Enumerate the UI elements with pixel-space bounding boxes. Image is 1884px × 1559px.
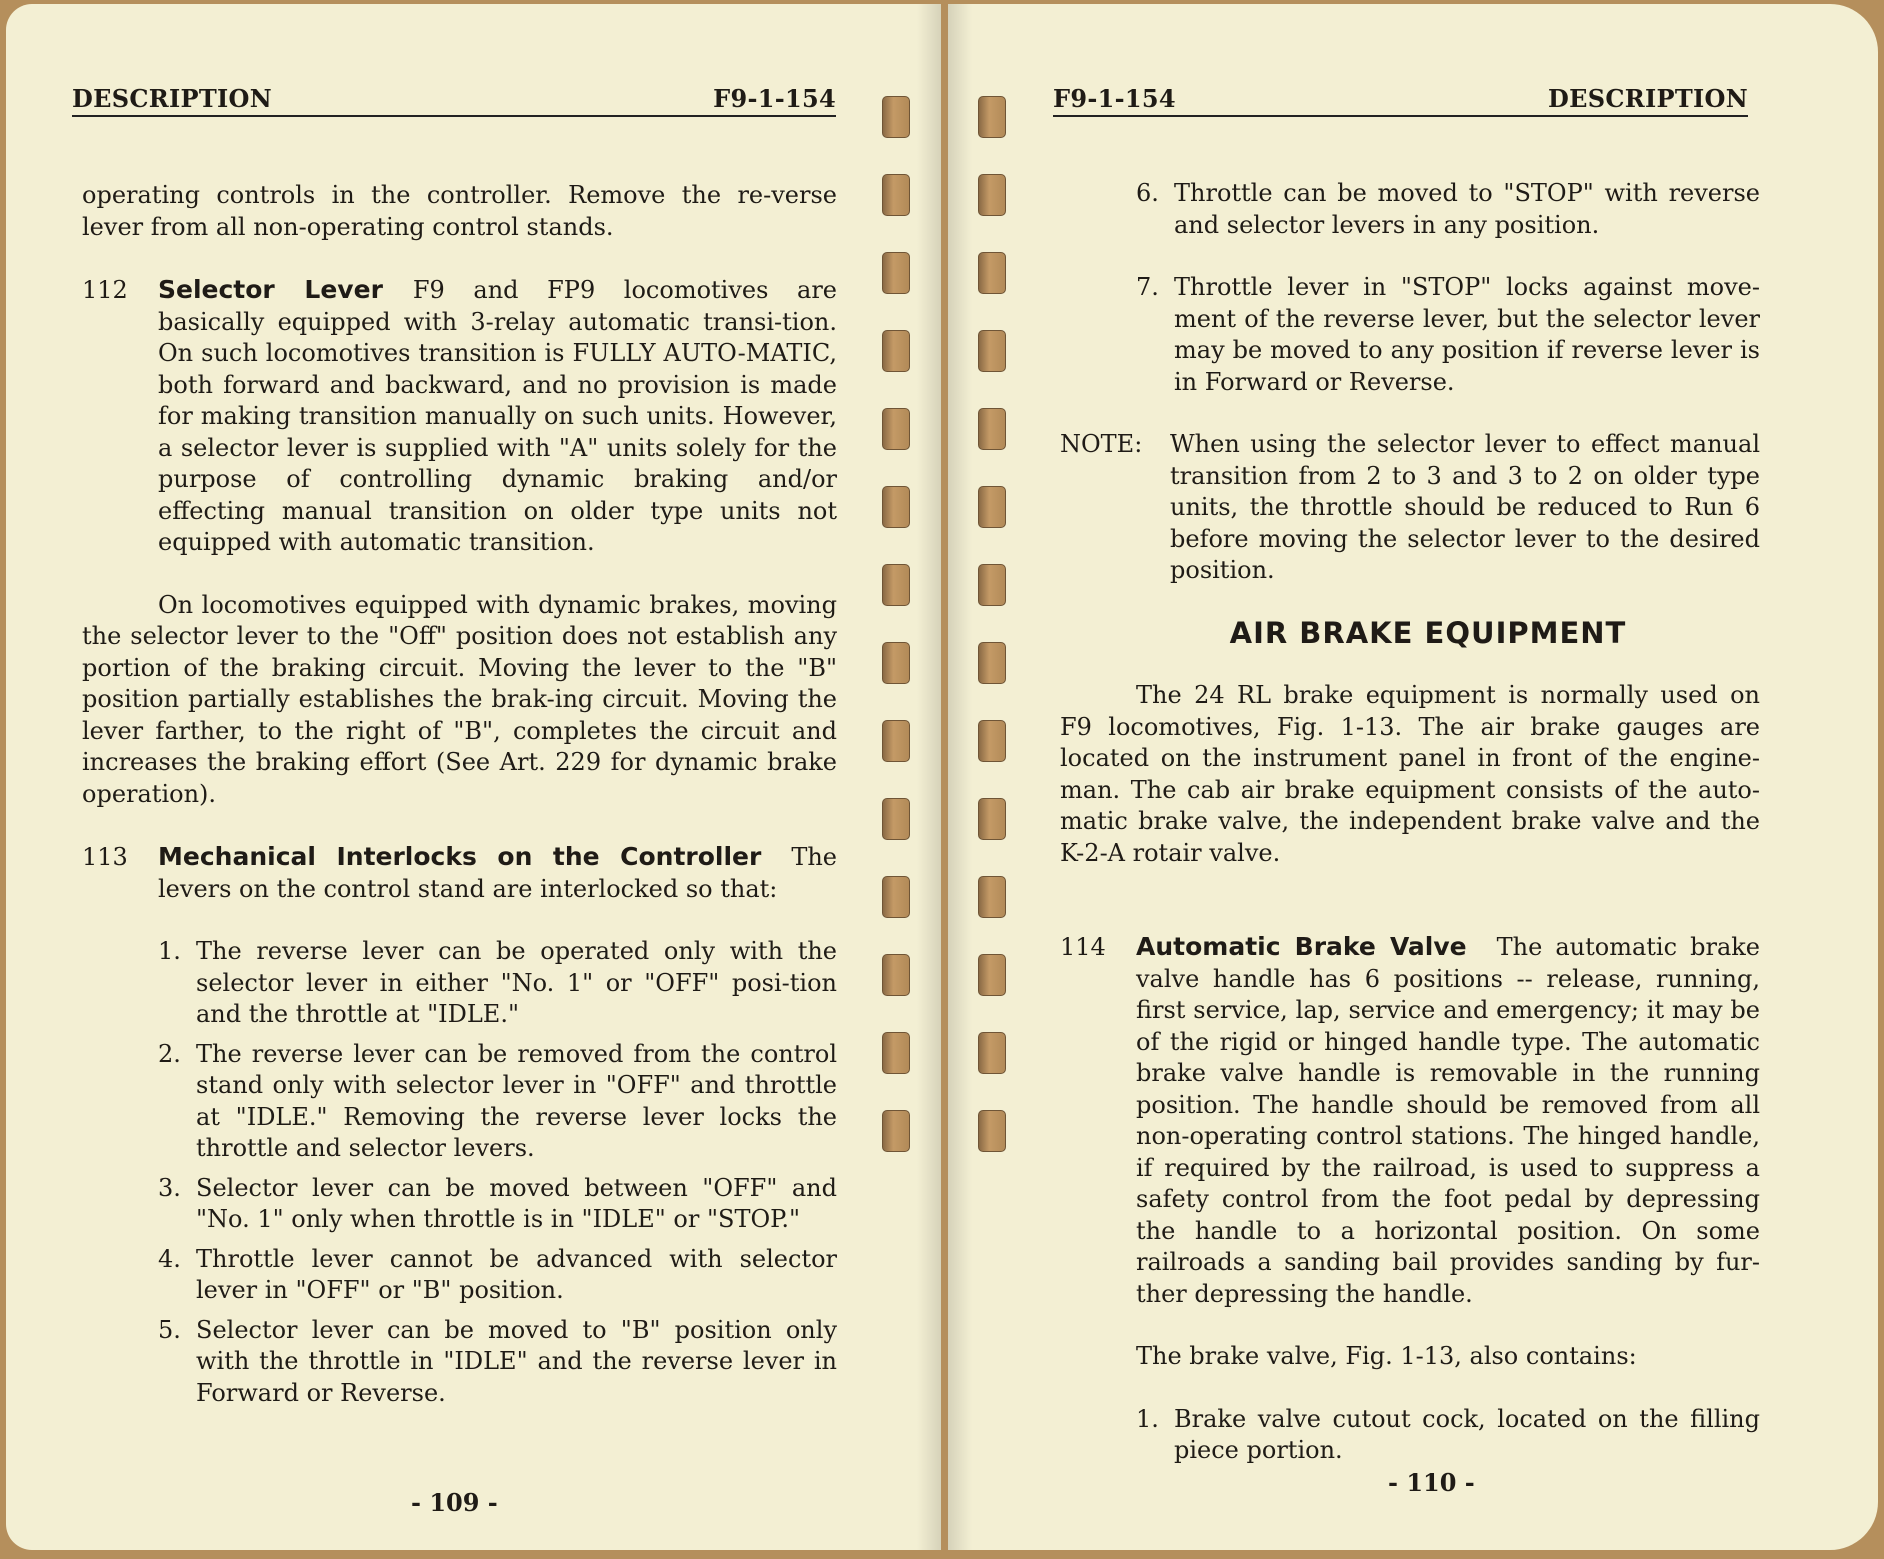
section-113 bbox=[82, 841, 837, 905]
binding-hole bbox=[882, 1032, 910, 1074]
note-text: When using the selector lever to effect manual transition from 2 to 3 and 3 to 2 on older type units, the throttle should be reduced to Run 6 before moving the selector lever to the desired position. bbox=[1170, 430, 1760, 584]
list-item-text: The reverse lever can be operated only with the selector lever in either "No. 1" or "OFF" posi-tion and the throttle at "IDLE." bbox=[196, 937, 837, 1028]
binding-hole bbox=[882, 330, 910, 372]
binding-hole bbox=[978, 252, 1006, 294]
page-number: - 110 - bbox=[1388, 1468, 1475, 1497]
section-text: F9 and FP9 locomotives are basically equipped with 3-relay automatic transi-tion. On such locomotives transition is FULLY AUTO-MATIC, both forward and backward, and no provision is made for making transition manually on such units. However, a selector lever is supplied with "A" units solely for the purpose of controlling dynamic braking and/or effecting manual transition on older type units not equipped with automatic transition. bbox=[158, 276, 837, 556]
section-title: Mechanical Interlocks on the Controller bbox=[158, 842, 762, 871]
list-item-number: 3. bbox=[158, 1173, 181, 1202]
binding-hole bbox=[882, 642, 910, 684]
list-item-text: Selector lever can be moved between "OFF" and "No. 1" only when throttle is in "IDLE" or "STOP." bbox=[196, 1173, 837, 1233]
binding-hole bbox=[978, 564, 1006, 606]
binding-hole bbox=[882, 96, 910, 138]
dynamic-brake-paragraph: On locomotives equipped with dynamic brakes, moving the selector lever to the "Off" position does not establish any portion of the braking circuit. Moving the lever to the "B" position partially establishes the brak-ing circuit. Moving the lever farther, to the right of "B", completes the circuit and increases the braking effort (See Art. 229 for dynamic brake operation). bbox=[82, 590, 837, 808]
list-item-text: Throttle lever cannot be advanced with selector lever in "OFF" or "B" position. bbox=[196, 1244, 837, 1304]
binding-hole bbox=[978, 876, 1006, 918]
binding-hole bbox=[882, 798, 910, 840]
list-item-number: 7. bbox=[1136, 273, 1159, 301]
section-112 bbox=[82, 274, 837, 559]
note-label: NOTE: bbox=[1060, 430, 1143, 458]
binding-hole bbox=[978, 1032, 1006, 1074]
list-item-number: 2. bbox=[158, 1039, 181, 1068]
binding-hole bbox=[882, 954, 910, 996]
binding-hole bbox=[978, 330, 1006, 372]
list-item-number: 4. bbox=[158, 1244, 181, 1273]
list-item bbox=[1136, 178, 1760, 241]
binding-hole bbox=[978, 486, 1006, 528]
book-spread bbox=[6, 4, 1878, 1552]
list-item-text: Throttle can be moved to "STOP" with reverse and selector levers in any position. bbox=[1174, 179, 1760, 239]
right-header-doc-number: F9-1-154 bbox=[1053, 84, 1176, 113]
list-item bbox=[158, 1039, 837, 1165]
list-item-number: 1. bbox=[1136, 1404, 1159, 1433]
binding-hole bbox=[978, 642, 1006, 684]
list-item-text: Throttle lever in "STOP" locks against move-ment of the reverse lever, but the selector lever may be moved to any position if reverse lever is in Forward or Reverse. bbox=[1174, 273, 1760, 396]
list-item bbox=[1136, 272, 1760, 398]
binding-hole bbox=[882, 486, 910, 528]
binding-hole bbox=[882, 174, 910, 216]
list-item-number: 1. bbox=[158, 937, 181, 965]
left-header-section: DESCRIPTION bbox=[72, 84, 272, 113]
section-text: The automatic brake valve handle has 6 positions -- release, running, first service, lap, service and emergency; it may be of the rigid or hinged handle type. The automatic brake valve handle is removable in the running position. The handle should be removed from all non-operating control stations. The hinged handle, if required by the railroad, is used to suppress a safety control from the foot pedal by depressing the handle to a horizontal position. On some railroads a sanding bail provides sanding by fur-ther depressing the handle. bbox=[1136, 933, 1760, 1308]
brake-valve-list bbox=[1060, 1404, 1760, 1467]
section-text: The levers on the control stand are interlocked so that: bbox=[158, 843, 837, 903]
binding-hole bbox=[978, 720, 1006, 762]
right-page bbox=[948, 4, 1878, 1550]
binding-hole bbox=[978, 96, 1006, 138]
list-item bbox=[158, 1173, 837, 1236]
binding-hole bbox=[882, 564, 910, 606]
list-item-text: Selector lever can be moved to "B" position only with the throttle in "IDLE" and the reverse lever in Forward or Reverse. bbox=[196, 1315, 837, 1407]
binding-hole bbox=[978, 408, 1006, 450]
binding-hole bbox=[978, 174, 1006, 216]
interlock-list bbox=[82, 936, 837, 1409]
page-number: - 109 - bbox=[411, 1488, 498, 1517]
list-item-number: 5. bbox=[158, 1315, 181, 1344]
binding-hole bbox=[882, 876, 910, 918]
note-block bbox=[1060, 429, 1760, 587]
section-number: 113 bbox=[82, 843, 128, 871]
list-item-text: The reverse lever can be removed from the control stand only with selector lever in "OFF" and throttle at "IDLE." Removing the reverse lever locks the throttle and selector levers. bbox=[196, 1039, 837, 1162]
list-item-number: 6. bbox=[1136, 179, 1159, 207]
section-title: Selector Lever bbox=[158, 275, 383, 304]
list-item bbox=[158, 1315, 837, 1410]
binding-hole bbox=[978, 1110, 1006, 1152]
right-running-header bbox=[1053, 84, 1748, 117]
section-114 bbox=[1060, 931, 1760, 1310]
interlock-list-continued bbox=[1060, 178, 1760, 398]
list-item bbox=[1136, 1404, 1760, 1467]
section-title: Automatic Brake Valve bbox=[1136, 932, 1467, 961]
intro-paragraph: operating controls in the controller. Remove the re-verse lever from all non-operating control stands. bbox=[82, 181, 837, 241]
right-header-section: DESCRIPTION bbox=[1548, 84, 1748, 113]
air-brake-paragraph: The 24 RL brake equipment is normally used on F9 locomotives, Fig. 1-13. The air brake gauges are located on the instrument panel in front of the engine-man. The cab air brake equipment consists of the auto-matic brake valve, the independent brake valve and the K-2-A rotair valve. bbox=[1060, 681, 1760, 867]
section-number: 112 bbox=[82, 276, 128, 304]
list-item bbox=[158, 936, 837, 1031]
list-item bbox=[158, 1244, 837, 1307]
binding-hole bbox=[882, 408, 910, 450]
left-page bbox=[6, 4, 941, 1550]
gutter-shadow bbox=[917, 4, 941, 1550]
binding-hole bbox=[882, 720, 910, 762]
binding-hole bbox=[882, 252, 910, 294]
binding-hole bbox=[978, 954, 1006, 996]
gutter-shadow bbox=[948, 4, 972, 1550]
left-running-header bbox=[72, 84, 836, 117]
contains-paragraph: The brake valve, Fig. 1-13, also contains: bbox=[1136, 1342, 1637, 1370]
list-item-text: Brake valve cutout cock, located on the filling piece portion. bbox=[1174, 1404, 1760, 1464]
left-page-content bbox=[82, 180, 837, 1409]
section-number: 114 bbox=[1060, 933, 1106, 961]
binding-hole bbox=[882, 1110, 910, 1152]
left-header-doc-number: F9-1-154 bbox=[713, 84, 836, 113]
binding-hole bbox=[978, 798, 1006, 840]
right-page-content bbox=[1060, 178, 1760, 1467]
section-heading: AIR BRAKE EQUIPMENT bbox=[1229, 615, 1627, 650]
